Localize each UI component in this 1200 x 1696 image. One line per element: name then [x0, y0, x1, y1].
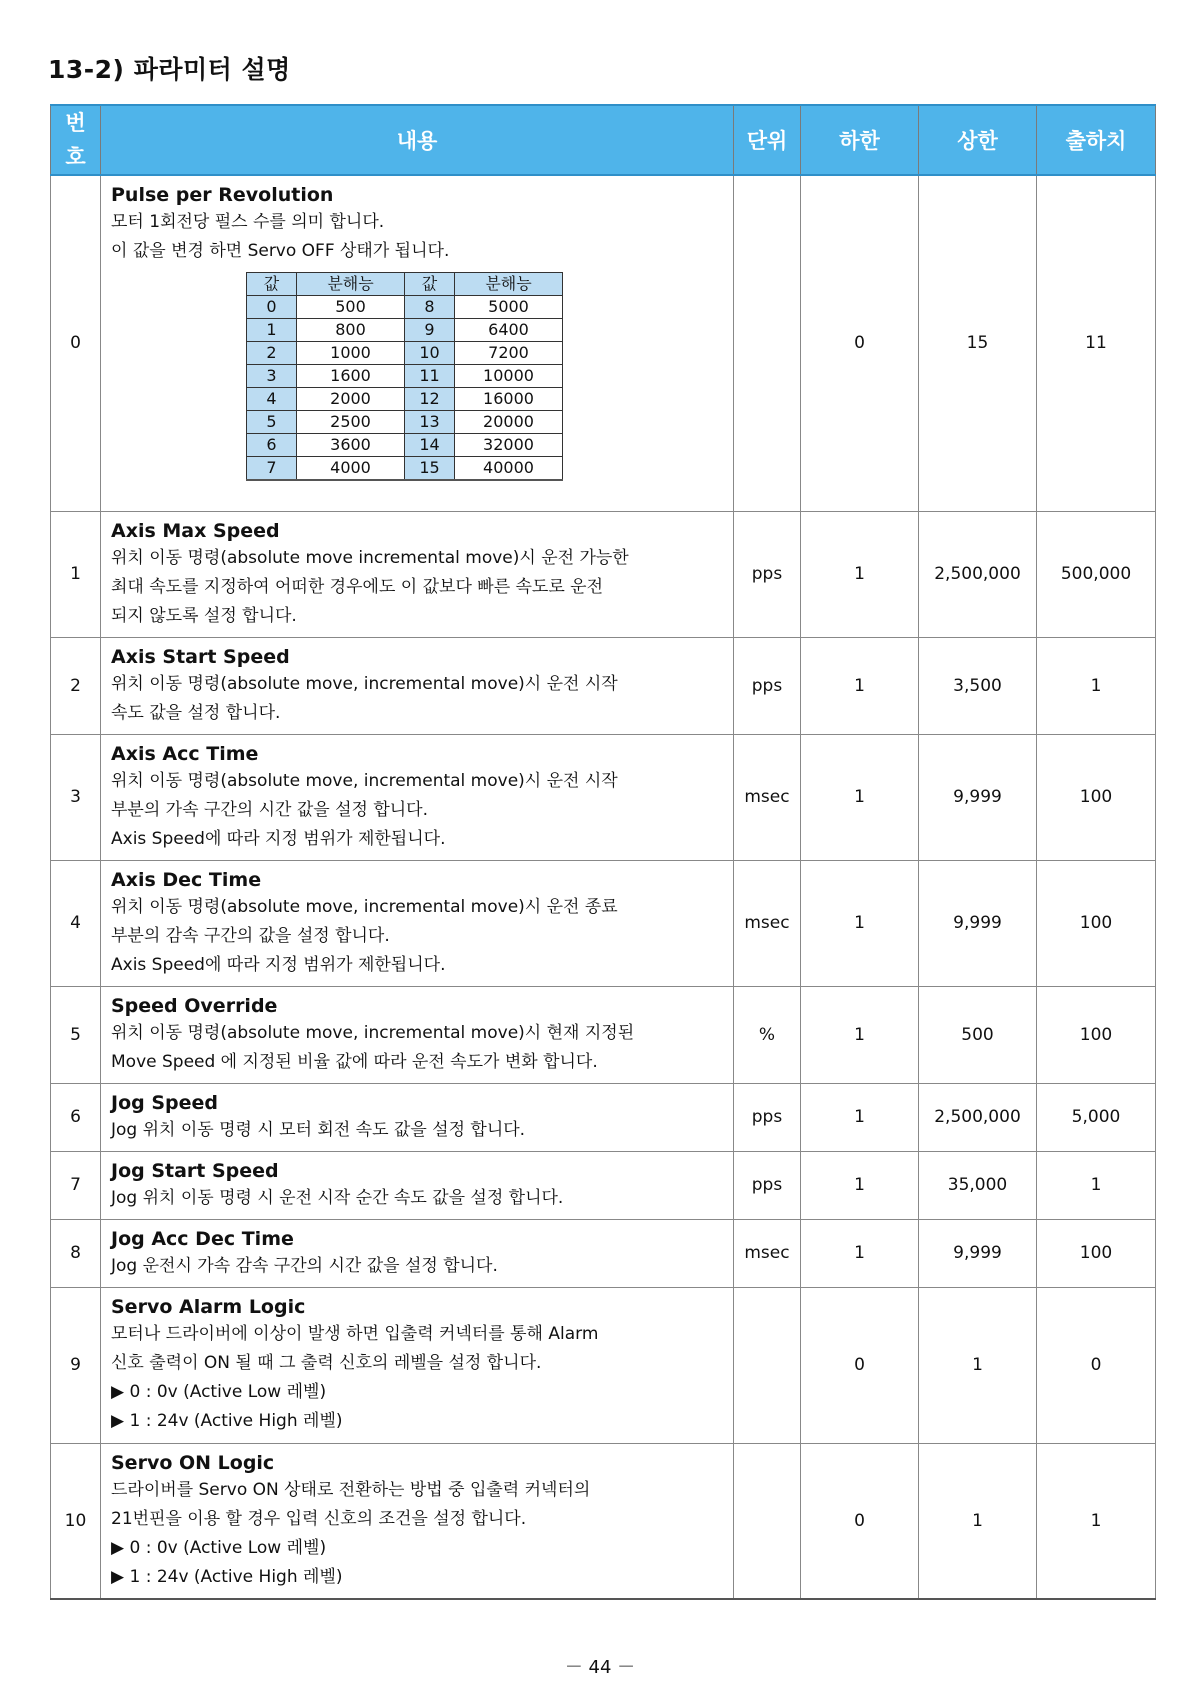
- param-number: 2: [51, 637, 101, 734]
- param-description: [101, 511, 734, 637]
- resolution-cell: 32000: [455, 434, 563, 457]
- resolution-cell: 800: [297, 319, 405, 342]
- param-description-line: 최대 속도를 지정하여 어떠한 경우에도 이 값보다 빠른 속도로 운전: [111, 576, 604, 597]
- page-number: － 44 －: [564, 1657, 636, 1678]
- resolution-cell: 1600: [297, 365, 405, 388]
- param-title: Axis Acc Time: [111, 742, 259, 765]
- param-title: Servo ON Logic: [111, 1451, 275, 1474]
- table-row: [51, 175, 1156, 511]
- resolution-table-row: [247, 457, 563, 481]
- parameter-table-body: [51, 175, 1156, 1599]
- param-default: 100: [1037, 1219, 1156, 1287]
- resolution-cell: 16000: [455, 388, 563, 411]
- param-description-line: 모터 1회전당 펄스 수를 의미 합니다.: [111, 212, 385, 232]
- param-number: 4: [51, 860, 101, 986]
- param-title: Axis Start Speed: [111, 645, 290, 668]
- header-max: 상한: [919, 105, 1037, 175]
- header-default: 출하치: [1037, 105, 1156, 175]
- header-min: 하한: [801, 105, 919, 175]
- resolution-cell: 6400: [455, 319, 563, 342]
- param-description: [101, 986, 734, 1083]
- param-default: 11: [1037, 175, 1156, 511]
- param-default: 100: [1037, 986, 1156, 1083]
- resolution-cell: 5000: [455, 296, 563, 319]
- header-content: 내용: [101, 105, 734, 175]
- resolution-table-row: [247, 319, 563, 342]
- param-description-line: 신호 출력이 ON 될 때 그 출력 신호의 레벨을 설정 합니다.: [111, 1352, 542, 1373]
- resolution-cell: 1000: [297, 342, 405, 365]
- param-unit: %: [734, 986, 801, 1083]
- param-description-line: Axis Speed에 따라 지정 범위가 제한됩니다.: [111, 954, 446, 975]
- resolution-table-row: [247, 411, 563, 434]
- table-row: [51, 734, 1156, 860]
- header-unit: 단위: [734, 105, 801, 175]
- param-description: [101, 734, 734, 860]
- param-unit: [734, 1287, 801, 1443]
- header-row: [51, 105, 1156, 175]
- param-min: 1: [801, 1219, 919, 1287]
- resolution-value-cell: 0: [247, 296, 297, 319]
- resolution-cell: 2000: [297, 388, 405, 411]
- header-no-top: 번: [65, 111, 86, 135]
- param-number: 7: [51, 1151, 101, 1219]
- table-row: [51, 1219, 1156, 1287]
- param-number: 0: [51, 175, 101, 511]
- param-description: [101, 860, 734, 986]
- resolution-value-cell: 11: [405, 365, 455, 388]
- table-row: [51, 637, 1156, 734]
- param-max: 15: [919, 175, 1037, 511]
- param-description-line: ▶ 1 : 24v (Active High 레벨): [111, 1566, 343, 1587]
- param-default: 500,000: [1037, 511, 1156, 637]
- param-unit: msec: [734, 1219, 801, 1287]
- param-number: 1: [51, 511, 101, 637]
- param-description-line: 되지 않도록 설정 합니다.: [111, 605, 297, 626]
- param-description: [101, 1219, 734, 1287]
- param-default: 1: [1037, 637, 1156, 734]
- param-description: [101, 637, 734, 734]
- param-description-line: 부분의 가속 구간의 시간 값을 설정 합니다.: [111, 799, 429, 820]
- param-number: 6: [51, 1083, 101, 1151]
- param-description-line: Jog 위치 이동 명령 시 모터 회전 속도 값을 설정 합니다.: [111, 1119, 526, 1140]
- param-description-line: 이 값을 변경 하면 Servo OFF 상태가 됩니다.: [111, 241, 450, 261]
- param-title: Jog Speed: [111, 1091, 218, 1114]
- param-unit: msec: [734, 734, 801, 860]
- param-default: 100: [1037, 860, 1156, 986]
- param-title: Axis Dec Time: [111, 868, 262, 891]
- param-description-line: 21번핀을 이용 할 경우 입력 신호의 조건을 설정 합니다.: [111, 1508, 527, 1529]
- param-default: 100: [1037, 734, 1156, 860]
- param-description-line: 위치 이동 명령(absolute move, incremental move)시 운전 시작: [111, 673, 618, 694]
- param-description-line: 위치 이동 명령(absolute move, incremental move)시 운전 시작: [111, 770, 618, 791]
- param-title: Servo Alarm Logic: [111, 1295, 306, 1318]
- param-number: 3: [51, 734, 101, 860]
- param-description-line: 위치 이동 명령(absolute move, incremental move)시 현재 지정된: [111, 1022, 635, 1043]
- resolution-table-header-row: [247, 273, 563, 296]
- resolution-value-cell: 10: [405, 342, 455, 365]
- param-unit: [734, 1443, 801, 1599]
- resolution-table-row: [247, 296, 563, 319]
- resolution-value-cell: 3: [247, 365, 297, 388]
- header-no-bottom: 호: [65, 145, 86, 169]
- param-description: [101, 1151, 734, 1219]
- param-max: 9,999: [919, 734, 1037, 860]
- table-row: [51, 511, 1156, 637]
- table-row: [51, 860, 1156, 986]
- resolution-value-cell: 5: [247, 411, 297, 434]
- resolution-table-row: [247, 365, 563, 388]
- resolution-value-cell: 14: [405, 434, 455, 457]
- param-title: Speed Override: [111, 994, 278, 1017]
- param-description-line: 부분의 감속 구간의 값을 설정 합니다.: [111, 925, 390, 946]
- resolution-value-cell: 8: [405, 296, 455, 319]
- param-number: 5: [51, 986, 101, 1083]
- param-number: 10: [51, 1443, 101, 1599]
- table-row: [51, 986, 1156, 1083]
- param-description-line: Jog 운전시 가속 감속 구간의 시간 값을 설정 합니다.: [111, 1255, 498, 1276]
- resolution-value-cell: 4: [247, 388, 297, 411]
- resolution-table-row: [247, 342, 563, 365]
- param-max: 9,999: [919, 860, 1037, 986]
- param-max: 500: [919, 986, 1037, 1083]
- param-number: 9: [51, 1287, 101, 1443]
- param-max: 1: [919, 1443, 1037, 1599]
- param-unit: msec: [734, 860, 801, 986]
- resolution-table: [246, 272, 563, 481]
- resolution-cell: 20000: [455, 411, 563, 434]
- resolution-value-cell: 12: [405, 388, 455, 411]
- resolution-table-row: [247, 388, 563, 411]
- table-row: [51, 1083, 1156, 1151]
- resolution-value-cell: 13: [405, 411, 455, 434]
- resolution-cell: 4000: [297, 457, 405, 481]
- table-row: [51, 1443, 1156, 1599]
- table-row: [51, 1287, 1156, 1443]
- resolution-value-cell: 1: [247, 319, 297, 342]
- resolution-cell: 7200: [455, 342, 563, 365]
- resolution-value-cell: 2: [247, 342, 297, 365]
- resolution-value-cell: 7: [247, 457, 297, 481]
- param-min: 1: [801, 734, 919, 860]
- param-description-line: ▶ 0 : 0v (Active Low 레벨): [111, 1537, 327, 1558]
- param-description-line: 위치 이동 명령(absolute move, incremental move)시 운전 종료: [111, 896, 618, 917]
- resolution-header-value: 값: [405, 273, 455, 296]
- param-min: 1: [801, 637, 919, 734]
- param-description: [101, 1287, 734, 1443]
- param-unit: pps: [734, 1151, 801, 1219]
- param-default: 1: [1037, 1151, 1156, 1219]
- param-description-line: Move Speed 에 지정된 비율 값에 따라 운전 속도가 변화 합니다.: [111, 1051, 598, 1072]
- param-description-line: 모터나 드라이버에 이상이 발생 하면 입출력 커넥터를 통해 Alarm: [111, 1323, 599, 1344]
- resolution-value-cell: 15: [405, 457, 455, 481]
- param-max: 1: [919, 1287, 1037, 1443]
- param-max: 2,500,000: [919, 511, 1037, 637]
- param-min: 1: [801, 511, 919, 637]
- resolution-header-resolution: 분해능: [455, 273, 563, 296]
- param-title: Pulse per Revolution: [111, 184, 334, 206]
- param-min: 0: [801, 1443, 919, 1599]
- param-max: 2,500,000: [919, 1083, 1037, 1151]
- param-number: 8: [51, 1219, 101, 1287]
- param-description-line: Axis Speed에 따라 지정 범위가 제한됩니다.: [111, 828, 446, 849]
- param-description-line: 드라이버를 Servo ON 상태로 전환하는 방법 중 입출력 커넥터의: [111, 1479, 591, 1500]
- param-default: 1: [1037, 1443, 1156, 1599]
- resolution-value-cell: 6: [247, 434, 297, 457]
- param-description-line: 속도 값을 설정 합니다.: [111, 702, 281, 723]
- param-min: 0: [801, 1287, 919, 1443]
- param-title: Axis Max Speed: [111, 519, 280, 542]
- param-min: 1: [801, 1083, 919, 1151]
- param-min: 0: [801, 175, 919, 511]
- resolution-table-row: [247, 434, 563, 457]
- param-description: [101, 175, 734, 511]
- resolution-header-value: 값: [247, 273, 297, 296]
- param-unit: pps: [734, 511, 801, 637]
- resolution-cell: 3600: [297, 434, 405, 457]
- table-row: [51, 1151, 1156, 1219]
- header-no: [51, 105, 101, 175]
- page-title: 13-2) 파라미터 설명: [48, 55, 291, 84]
- param-unit: [734, 175, 801, 511]
- resolution-value-cell: 9: [405, 319, 455, 342]
- param-max: 9,999: [919, 1219, 1037, 1287]
- param-description-line: Jog 위치 이동 명령 시 운전 시작 순간 속도 값을 설정 합니다.: [111, 1187, 564, 1208]
- resolution-cell: 10000: [455, 365, 563, 388]
- resolution-header-resolution: 분해능: [297, 273, 405, 296]
- param-max: 3,500: [919, 637, 1037, 734]
- param-default: 5,000: [1037, 1083, 1156, 1151]
- param-title: Jog Acc Dec Time: [111, 1227, 294, 1250]
- param-description-line: ▶ 0 : 0v (Active Low 레벨): [111, 1381, 327, 1402]
- resolution-cell: 2500: [297, 411, 405, 434]
- param-unit: pps: [734, 637, 801, 734]
- param-description: [101, 1083, 734, 1151]
- param-min: 1: [801, 986, 919, 1083]
- parameter-table: [50, 104, 1156, 1600]
- param-default: 0: [1037, 1287, 1156, 1443]
- param-min: 1: [801, 860, 919, 986]
- param-max: 35,000: [919, 1151, 1037, 1219]
- param-title: Jog Start Speed: [111, 1159, 279, 1182]
- resolution-cell: 40000: [455, 457, 563, 481]
- param-min: 1: [801, 1151, 919, 1219]
- param-description-line: 위치 이동 명령(absolute move incremental move)시 운전 가능한: [111, 547, 629, 568]
- param-description-line: ▶ 1 : 24v (Active High 레벨): [111, 1410, 343, 1431]
- param-description: [101, 1443, 734, 1599]
- param-unit: pps: [734, 1083, 801, 1151]
- resolution-cell: 500: [297, 296, 405, 319]
